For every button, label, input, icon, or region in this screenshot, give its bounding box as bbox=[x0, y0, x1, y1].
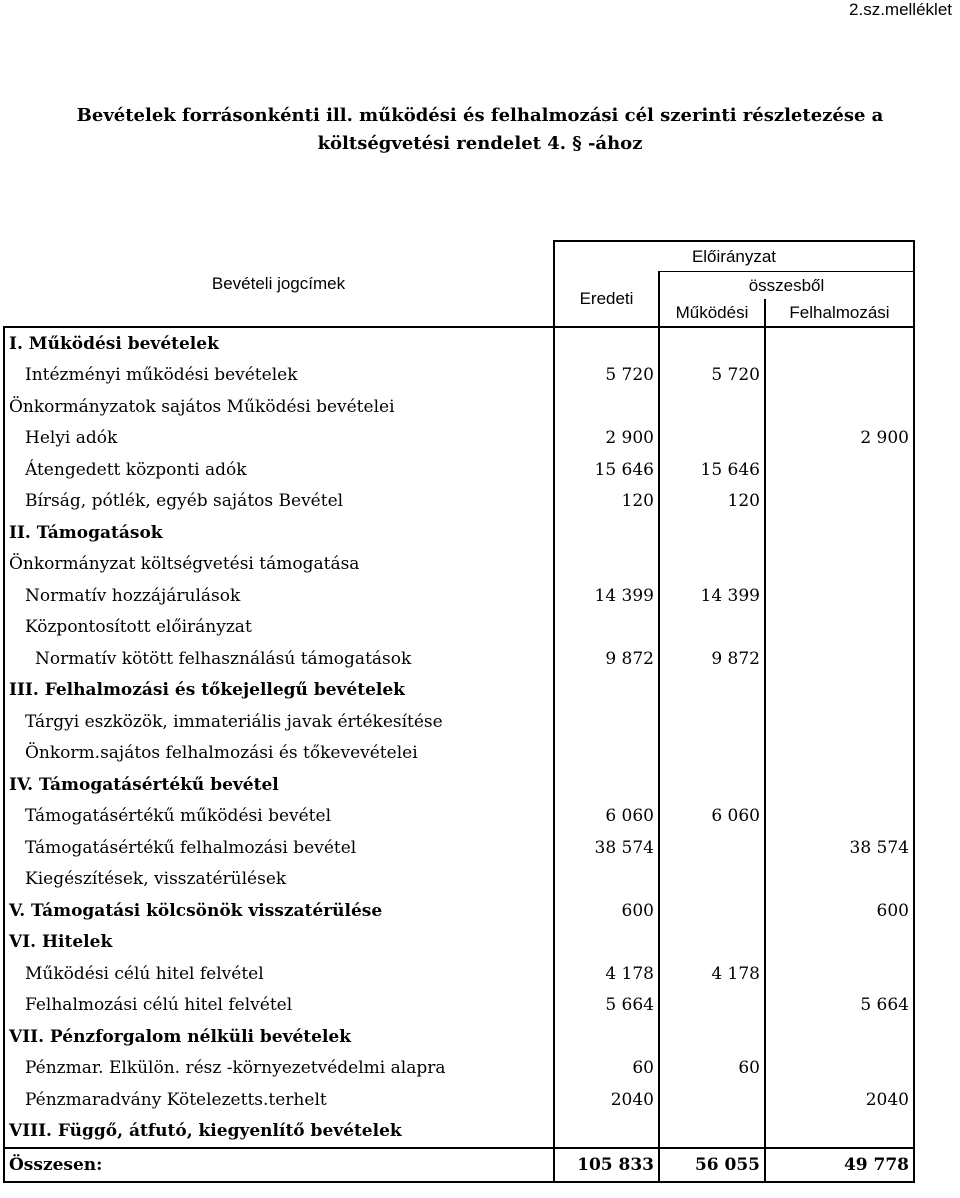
row-label: Támogatásértékű felhalmozási bevétel bbox=[4, 832, 554, 864]
cell-mukodesi: 6 060 bbox=[659, 801, 765, 833]
table-row bbox=[4, 927, 914, 959]
cell-felhalmozasi bbox=[765, 360, 914, 392]
cell-mukodesi bbox=[659, 327, 765, 360]
row-label: Felhalmozási célú hitel felvétel bbox=[4, 990, 554, 1022]
table-row bbox=[4, 990, 914, 1022]
table-row bbox=[4, 486, 914, 518]
row-label: Átengedett központi adók bbox=[4, 454, 554, 486]
cell-eredeti: 60 bbox=[554, 1053, 659, 1085]
cell-mukodesi: 120 bbox=[659, 486, 765, 518]
cell-felhalmozasi bbox=[765, 580, 914, 612]
cell-mukodesi: 5 720 bbox=[659, 360, 765, 392]
table-row bbox=[4, 801, 914, 833]
total-label: Összesen: bbox=[4, 1148, 554, 1182]
table-row bbox=[4, 360, 914, 392]
cell-felhalmozasi bbox=[765, 864, 914, 896]
cell-mukodesi: 14 399 bbox=[659, 580, 765, 612]
header-eredeti: Eredeti bbox=[554, 272, 659, 328]
cell-felhalmozasi bbox=[765, 612, 914, 644]
cell-felhalmozasi: 38 574 bbox=[765, 832, 914, 864]
cell-eredeti bbox=[554, 675, 659, 707]
cell-eredeti: 120 bbox=[554, 486, 659, 518]
cell-mukodesi bbox=[659, 990, 765, 1022]
cell-mukodesi bbox=[659, 1021, 765, 1053]
cell-felhalmozasi: 2040 bbox=[765, 1084, 914, 1116]
cell-felhalmozasi: 5 664 bbox=[765, 990, 914, 1022]
title-line-2: költségvetési rendelet 4. § -ához bbox=[317, 133, 643, 154]
cell-felhalmozasi bbox=[765, 738, 914, 770]
row-label: Helyi adók bbox=[4, 423, 554, 455]
cell-mukodesi bbox=[659, 423, 765, 455]
cell-felhalmozasi bbox=[765, 327, 914, 360]
cell-eredeti: 38 574 bbox=[554, 832, 659, 864]
cell-mukodesi: 60 bbox=[659, 1053, 765, 1085]
row-label: Bírság, pótlék, egyéb sajátos Bevétel bbox=[4, 486, 554, 518]
cell-mukodesi bbox=[659, 832, 765, 864]
table-row bbox=[4, 864, 914, 896]
row-label: V. Támogatási kölcsönök visszatérülése bbox=[4, 895, 554, 927]
table-row bbox=[4, 1084, 914, 1116]
cell-mukodesi bbox=[659, 612, 765, 644]
cell-mukodesi bbox=[659, 517, 765, 549]
table-row bbox=[4, 423, 914, 455]
row-label: Kiegészítések, visszatérülések bbox=[4, 864, 554, 896]
header-mukodesi: Működési bbox=[659, 299, 765, 327]
cell-eredeti: 5 720 bbox=[554, 360, 659, 392]
table-body bbox=[4, 327, 914, 1148]
header-osszesbol: összesből bbox=[659, 272, 914, 300]
cell-eredeti: 6 060 bbox=[554, 801, 659, 833]
cell-felhalmozasi bbox=[765, 454, 914, 486]
table-row bbox=[4, 675, 914, 707]
cell-felhalmozasi bbox=[765, 1053, 914, 1085]
table-row bbox=[4, 1053, 914, 1085]
table-row bbox=[4, 643, 914, 675]
table-row bbox=[4, 517, 914, 549]
cell-mukodesi bbox=[659, 895, 765, 927]
cell-eredeti: 4 178 bbox=[554, 958, 659, 990]
header-eloiranyzat: Előirányzat bbox=[554, 241, 914, 272]
row-label: IV. Támogatásértékű bevétel bbox=[4, 769, 554, 801]
table-row bbox=[4, 832, 914, 864]
row-label: Központosított előirányzat bbox=[4, 612, 554, 644]
cell-eredeti: 5 664 bbox=[554, 990, 659, 1022]
table-row bbox=[4, 1021, 914, 1053]
cell-mukodesi bbox=[659, 1116, 765, 1149]
header-row-label: Bevételi jogcímek bbox=[4, 241, 554, 327]
table-row bbox=[4, 391, 914, 423]
table-row bbox=[4, 454, 914, 486]
row-label: Pénzmaradvány Kötelezetts.terhelt bbox=[4, 1084, 554, 1116]
row-label: Önkormányzatok sajátos Működési bevételei bbox=[4, 391, 554, 423]
cell-eredeti bbox=[554, 738, 659, 770]
cell-felhalmozasi bbox=[765, 1021, 914, 1053]
cell-eredeti: 14 399 bbox=[554, 580, 659, 612]
table-row bbox=[4, 895, 914, 927]
row-label: I. Működési bevételek bbox=[4, 327, 554, 360]
header-felhalmozasi: Felhalmozási bbox=[765, 299, 914, 327]
cell-mukodesi: 9 872 bbox=[659, 643, 765, 675]
row-label: Önkormányzat költségvetési támogatása bbox=[4, 549, 554, 581]
row-label: Normatív kötött felhasználású támogatások bbox=[4, 643, 554, 675]
annex-label: 2.sz.melléklet bbox=[849, 0, 952, 19]
row-label: Intézményi működési bevételek bbox=[4, 360, 554, 392]
total-row bbox=[4, 1148, 914, 1182]
total-mukodesi: 56 055 bbox=[659, 1148, 765, 1182]
cell-felhalmozasi bbox=[765, 486, 914, 518]
cell-mukodesi bbox=[659, 549, 765, 581]
total-felhalmozasi: 49 778 bbox=[765, 1148, 914, 1182]
cell-felhalmozasi bbox=[765, 801, 914, 833]
row-label: Normatív hozzájárulások bbox=[4, 580, 554, 612]
header-row-1 bbox=[4, 241, 914, 272]
cell-eredeti bbox=[554, 1116, 659, 1149]
row-label: Pénzmar. Elkülön. rész -környezetvédelmi alapra bbox=[4, 1053, 554, 1085]
cell-eredeti bbox=[554, 391, 659, 423]
row-label: III. Felhalmozási és tőkejellegű bevételek bbox=[4, 675, 554, 707]
row-label: VIII. Függő, átfutó, kiegyenlítő bevételek bbox=[4, 1116, 554, 1149]
table-row bbox=[4, 958, 914, 990]
cell-felhalmozasi bbox=[765, 517, 914, 549]
cell-mukodesi bbox=[659, 391, 765, 423]
cell-eredeti bbox=[554, 612, 659, 644]
cell-eredeti bbox=[554, 864, 659, 896]
cell-eredeti bbox=[554, 769, 659, 801]
table-row bbox=[4, 706, 914, 738]
cell-eredeti: 600 bbox=[554, 895, 659, 927]
cell-felhalmozasi bbox=[765, 958, 914, 990]
table-row bbox=[4, 1116, 914, 1149]
cell-mukodesi bbox=[659, 738, 765, 770]
cell-felhalmozasi bbox=[765, 643, 914, 675]
title-line-1: Bevételek forrásonkénti ill. működési és felhalmozási cél szerinti részletezése a bbox=[76, 105, 884, 126]
cell-felhalmozasi bbox=[765, 549, 914, 581]
cell-mukodesi bbox=[659, 927, 765, 959]
cell-felhalmozasi bbox=[765, 706, 914, 738]
row-label: Támogatásértékű működési bevétel bbox=[4, 801, 554, 833]
cell-eredeti bbox=[554, 517, 659, 549]
cell-mukodesi: 15 646 bbox=[659, 454, 765, 486]
cell-eredeti: 15 646 bbox=[554, 454, 659, 486]
cell-eredeti bbox=[554, 927, 659, 959]
table-row bbox=[4, 612, 914, 644]
table-row bbox=[4, 549, 914, 581]
cell-eredeti: 9 872 bbox=[554, 643, 659, 675]
row-label: II. Támogatások bbox=[4, 517, 554, 549]
cell-felhalmozasi bbox=[765, 1116, 914, 1149]
cell-eredeti bbox=[554, 549, 659, 581]
cell-felhalmozasi bbox=[765, 927, 914, 959]
cell-eredeti: 2040 bbox=[554, 1084, 659, 1116]
cell-felhalmozasi bbox=[765, 391, 914, 423]
table-row bbox=[4, 769, 914, 801]
cell-eredeti bbox=[554, 1021, 659, 1053]
document-title bbox=[0, 102, 960, 158]
cell-mukodesi bbox=[659, 769, 765, 801]
row-label: Tárgyi eszközök, immateriális javak értékesítése bbox=[4, 706, 554, 738]
cell-felhalmozasi: 600 bbox=[765, 895, 914, 927]
cell-mukodesi bbox=[659, 706, 765, 738]
row-label: Működési célú hitel felvétel bbox=[4, 958, 554, 990]
table-row bbox=[4, 738, 914, 770]
table-row bbox=[4, 580, 914, 612]
total-eredeti: 105 833 bbox=[554, 1148, 659, 1182]
cell-mukodesi: 4 178 bbox=[659, 958, 765, 990]
cell-mukodesi bbox=[659, 1084, 765, 1116]
cell-eredeti bbox=[554, 706, 659, 738]
revenue-table bbox=[3, 240, 915, 1183]
cell-felhalmozasi bbox=[765, 675, 914, 707]
cell-mukodesi bbox=[659, 864, 765, 896]
row-label: VI. Hitelek bbox=[4, 927, 554, 959]
cell-eredeti: 2 900 bbox=[554, 423, 659, 455]
cell-eredeti bbox=[554, 327, 659, 360]
table-row bbox=[4, 327, 914, 360]
cell-mukodesi bbox=[659, 675, 765, 707]
cell-felhalmozasi: 2 900 bbox=[765, 423, 914, 455]
row-label: Önkorm.sajátos felhalmozási és tőkevevételei bbox=[4, 738, 554, 770]
cell-felhalmozasi bbox=[765, 769, 914, 801]
row-label: VII. Pénzforgalom nélküli bevételek bbox=[4, 1021, 554, 1053]
